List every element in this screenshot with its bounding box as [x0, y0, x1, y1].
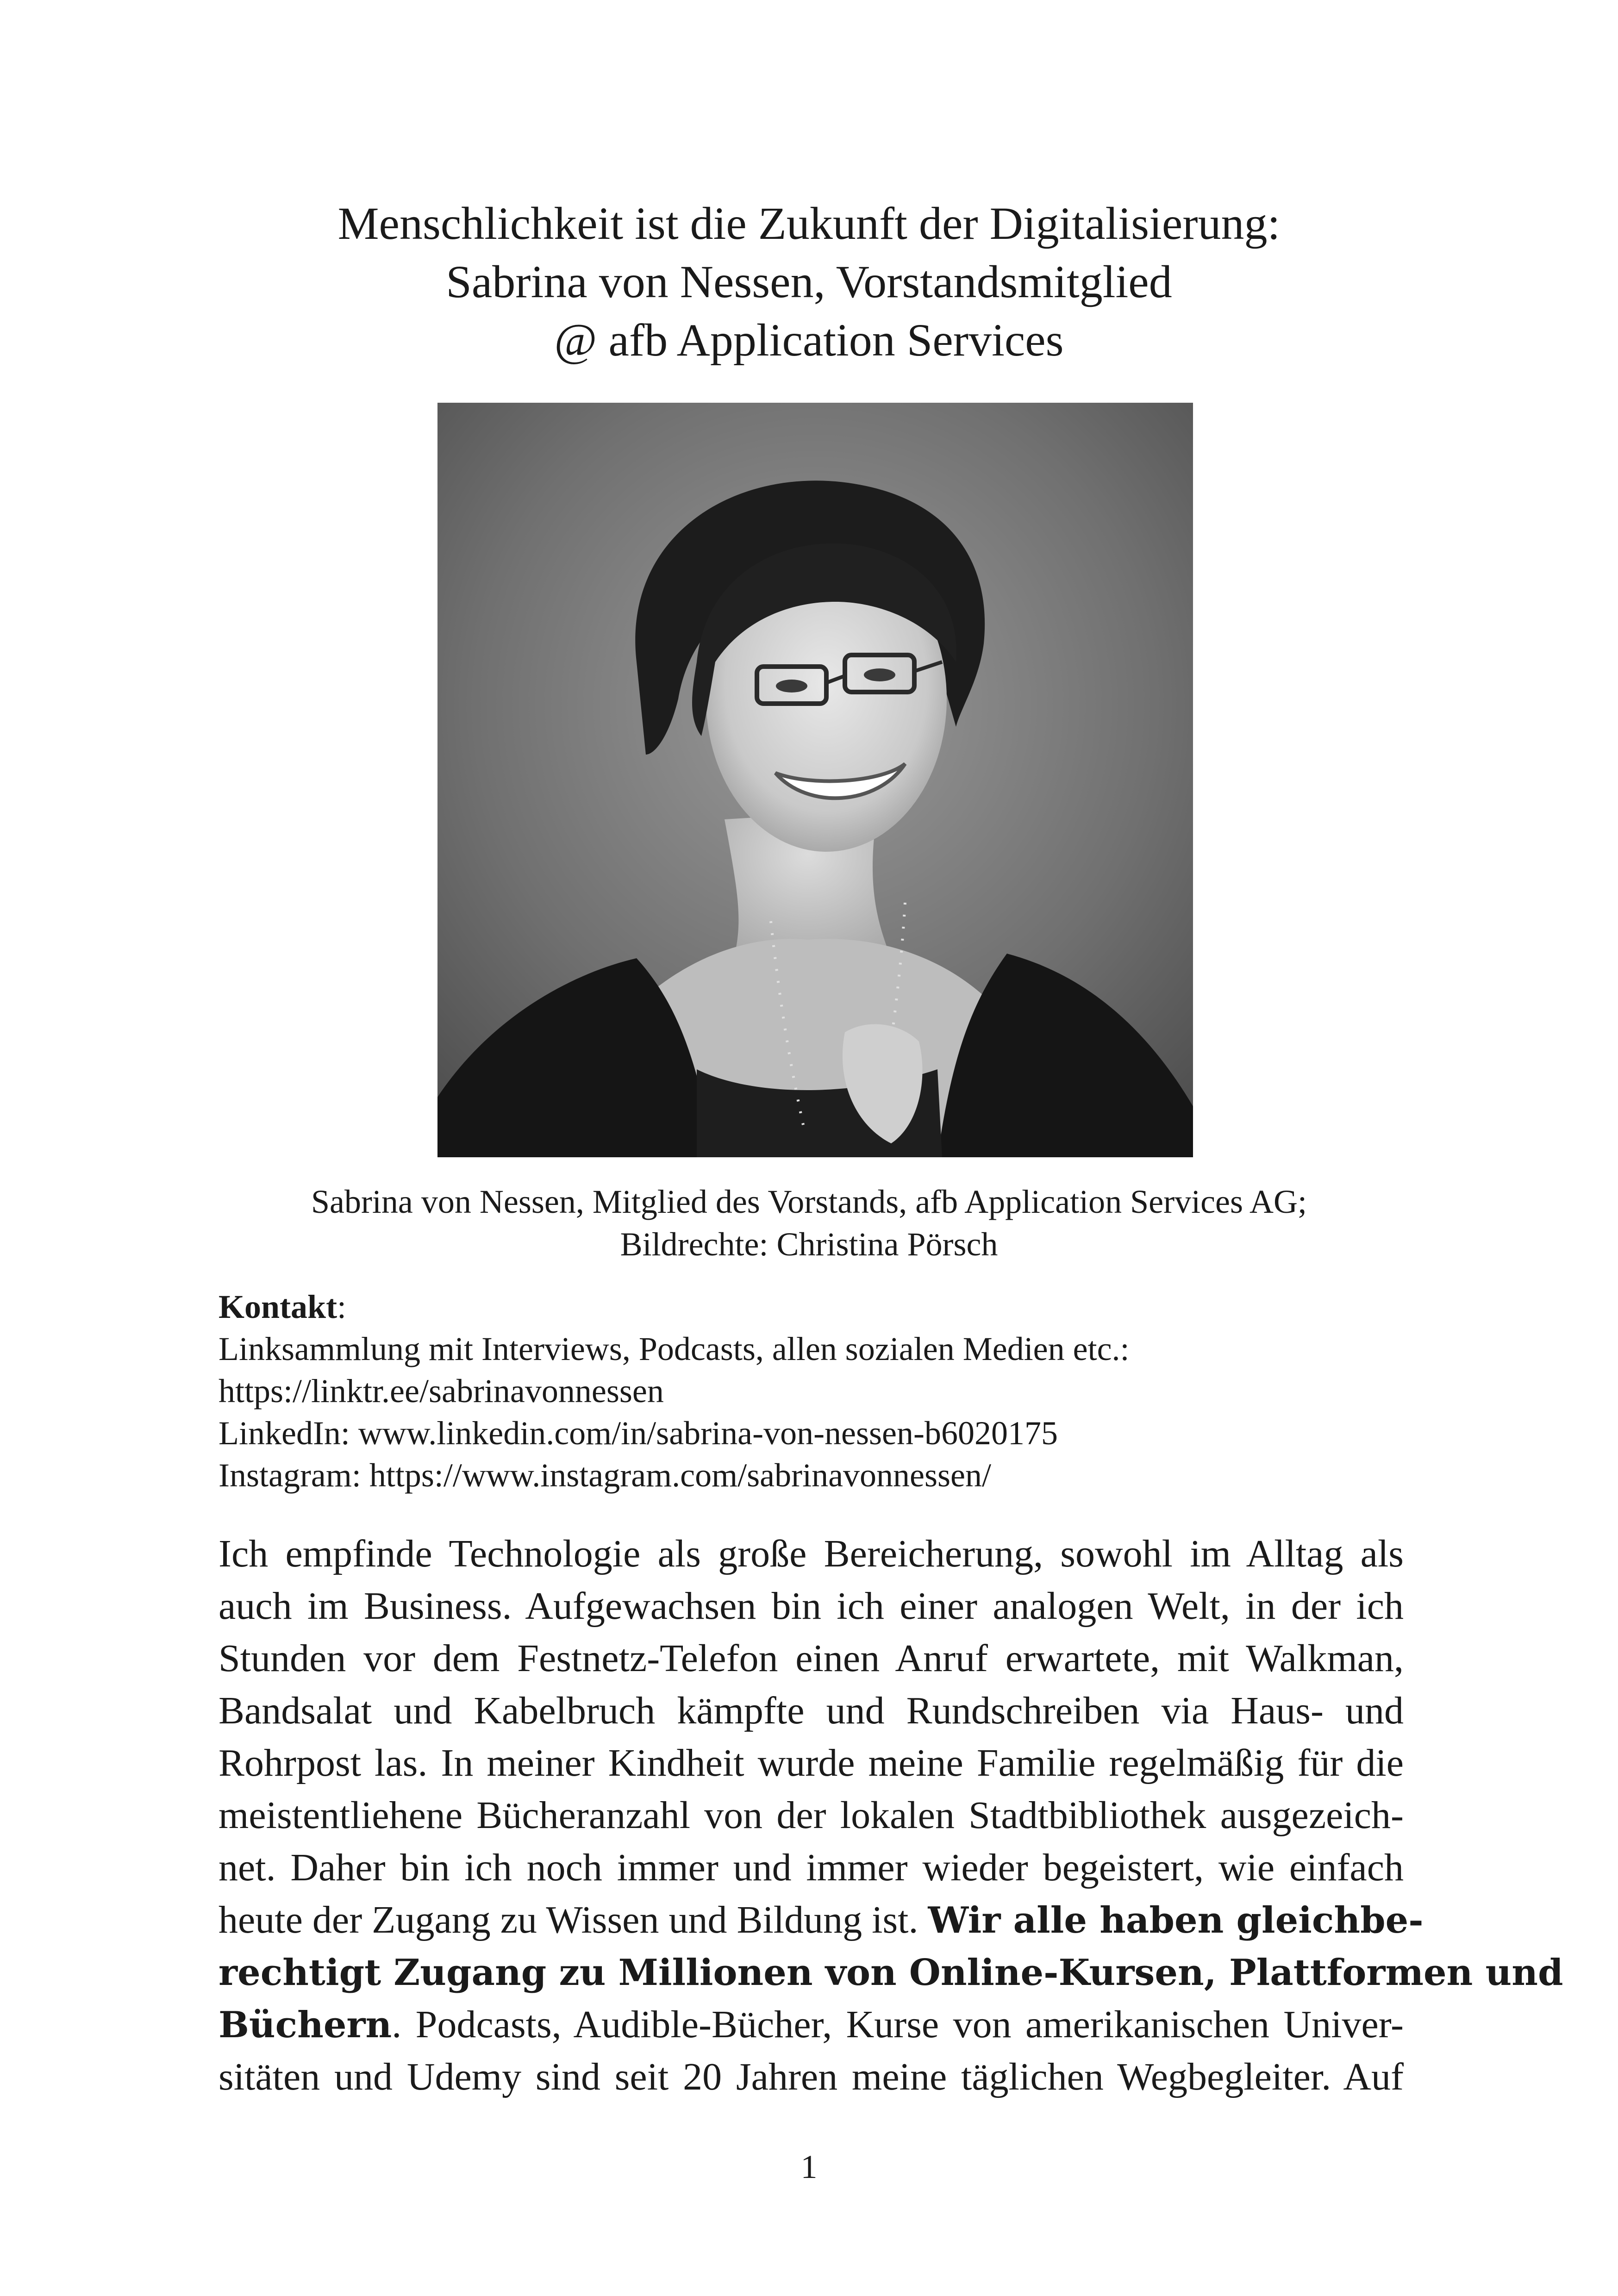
caption-line-1: Sabrina von Nessen, Mitglied des Vorstands, afb Application Services AG; — [311, 1183, 1307, 1220]
body-line-text: heute der Zugang zu Wissen und Bildung ist. — [219, 1898, 928, 1941]
title-line-1: Menschlichkeit ist die Zukunft der Digitalisierung: — [337, 198, 1281, 249]
body-line: meistentliehene Bücheranzahl von der lokalen Stadtbibliothek ausgezeich- — [219, 1794, 1404, 1837]
contact-heading: Kontakt — [219, 1288, 337, 1325]
body-line: auch im Business. Aufgewachsen bin ich einer analogen Welt, in der ich — [219, 1585, 1404, 1628]
contact-heading-colon: : — [337, 1288, 347, 1325]
caption-line-2: Bildrechte: Christina Pörsch — [620, 1226, 998, 1263]
body-line-text: . Podcasts, Audible-Bücher, Kurse von amerikanischen Univer- — [392, 2003, 1404, 2046]
body-line — [219, 1894, 1424, 1946]
body-emphasis: Wir alle haben gleichbe- — [928, 1899, 1424, 1941]
photo-caption — [139, 1180, 1479, 1266]
body-emphasis: rechtigt Zugang zu Millionen von Online-Kursen, Plattformen und — [219, 1952, 1563, 1994]
contact-linktree-link[interactable]: https://linktr.ee/sabrinavonnessen — [219, 1373, 664, 1410]
body-line: Stunden vor dem Festnetz-Telefon einen Anruf erwartete, mit Walkman, — [219, 1637, 1404, 1680]
document-title — [139, 194, 1479, 369]
body-paragraph — [219, 1528, 1563, 2103]
contact-instagram-link[interactable]: Instagram: https://www.instagram.com/sabrinavonnessen/ — [219, 1457, 992, 1494]
title-line-2: Sabrina von Nessen, Vorstandsmitglied — [446, 256, 1172, 307]
body-emphasis: Büchern — [219, 2004, 392, 2046]
contact-linkcollection-label: Linksammlung mit Interviews, Podcasts, allen sozialen Medien etc.: — [219, 1330, 1130, 1367]
contact-heading-line — [219, 1286, 1422, 1328]
contact-section — [219, 1286, 1422, 1497]
body-line: Rohrpost las. In meiner Kindheit wurde meine Familie regelmäßig für die — [219, 1741, 1404, 1784]
page-number: 1 — [800, 2148, 818, 2185]
body-line: sitäten und Udemy sind seit 20 Jahren meine täglichen Wegbegleiter. Auf — [219, 2055, 1404, 2098]
portrait-photo — [437, 403, 1193, 1157]
body-line — [219, 1946, 1563, 1998]
title-line-3: @ afb Application Services — [554, 314, 1064, 366]
body-line — [219, 1998, 1404, 2051]
body-line: Ich empfinde Technologie als große Bereicherung, sowohl im Alltag als — [219, 1532, 1404, 1575]
body-line: net. Daher bin ich noch immer und immer wieder begeistert, wie einfach — [219, 1846, 1404, 1889]
body-line: Bandsalat und Kabelbruch kämpfte und Rundschreiben via Haus- und — [219, 1689, 1404, 1732]
contact-linkedin-link[interactable]: LinkedIn: www.linkedin.com/in/sabrina-von-nessen-b6020175 — [219, 1415, 1058, 1452]
